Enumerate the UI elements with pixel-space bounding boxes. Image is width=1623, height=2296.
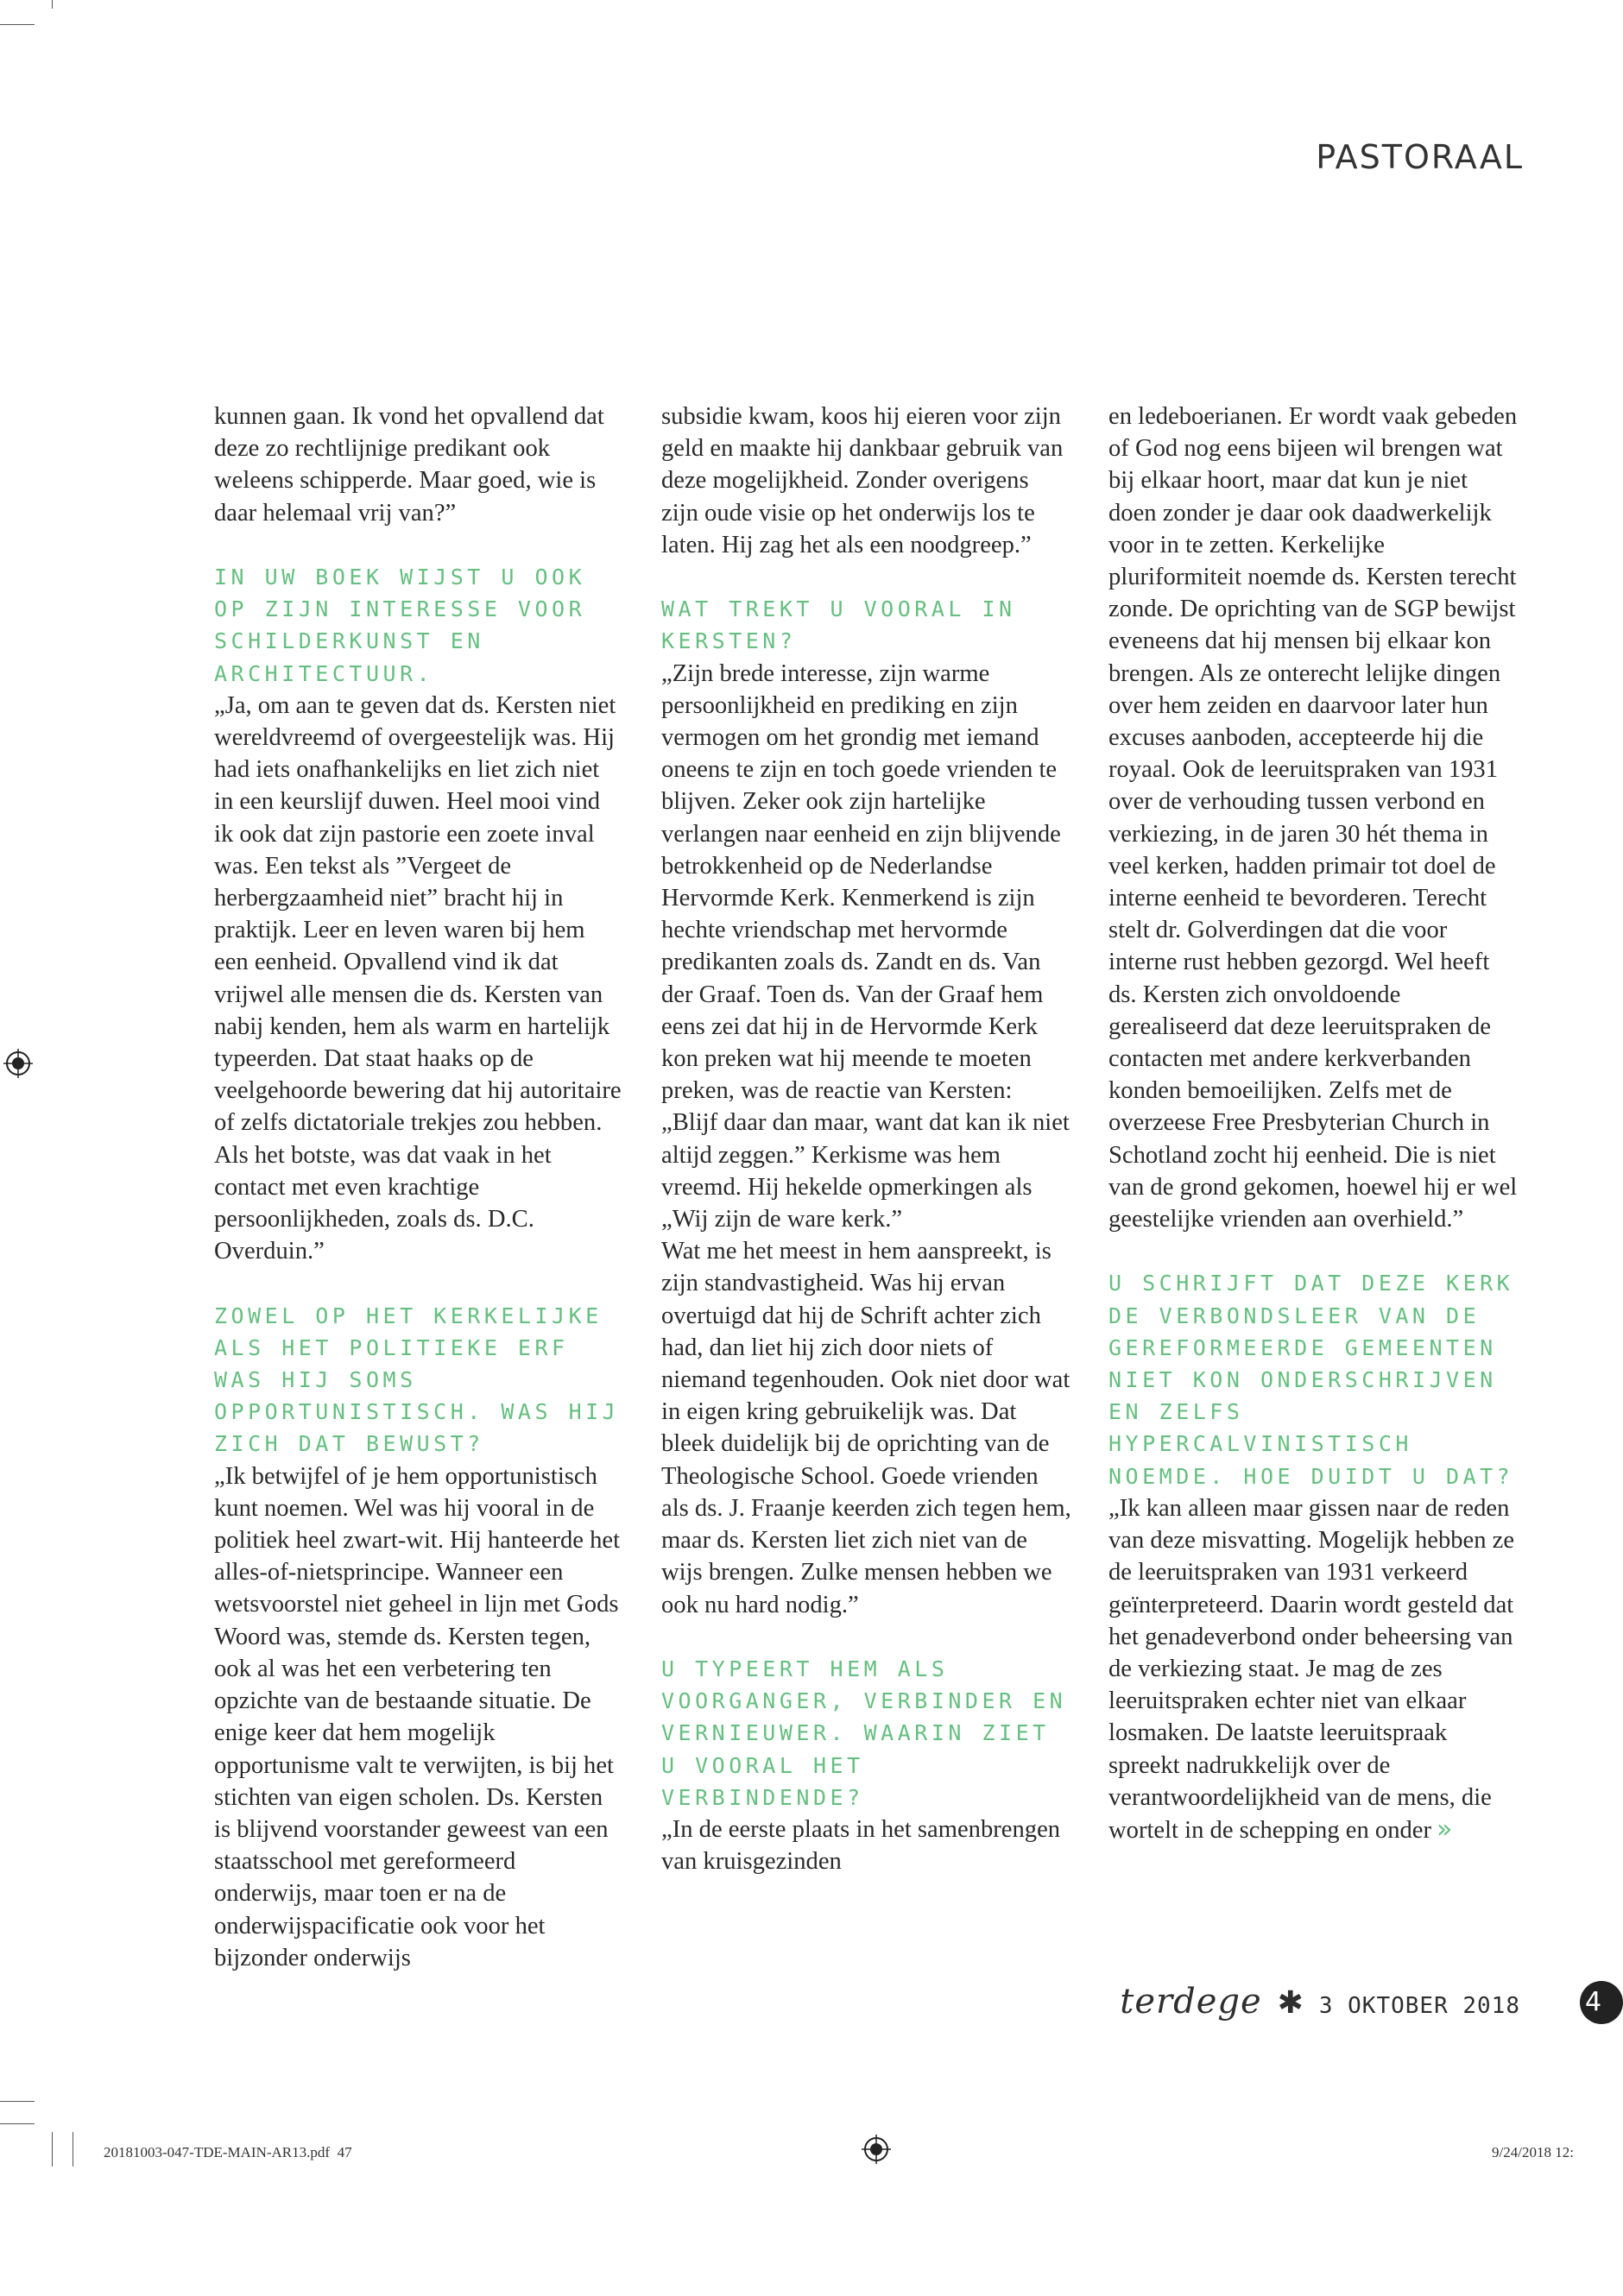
paragraph: „Ja, om aan te geven dat ds. Kersten niet wereldvreemd of overgeestelijk was. Hij had iets onafhankelijks en liet zich niet in een keurslijf duwen. Heel mooi vind ik ook dat zijn pastorie een zoete inval was. Een tekst als ”Vergeet de herbergzaamheid niet” bracht hij in praktijk. Leer en leven waren bij hem een eenheid. Opvallend vind ik dat vrijwel alle mensen die ds. Kersten van nabij kenden, hem als warm en hartelijk typeerden. Dat staat haaks op de veelgehoorde bewering dat hij autoritaire of zelfs dictatoriale trekjes zou hebben. Als het botste, was dat vaak in het contact met even krachtige persoonlijkheden, zoals ds. D.C. Overduin.” (214, 691, 622, 1265)
crop-mark (0, 2123, 35, 2124)
interview-question: IN UW BOEK WIJST U OOK OP ZIJN INTERESSE VOOR SCHILDERKUNST EN ARCHITECTUUR. (214, 565, 586, 686)
registration-mark-icon (862, 2135, 891, 2164)
paragraph: „Ik betwijfel of je hem opportunistisch kunt noemen. Wel was hij vooral in de politiek heel zwart-wit. Hij hanteerde het alles-of-nietsprincipe. Wanneer een wetsvoorstel niet geheel in lijn met Gods Woord was, stemde ds. Kersten tegen, ook al was het een verbetering ten opzichte van de bestaande situatie. De enige keer dat hem mogelijk opportunisme valt te verwijten, is bij het stichten van eigen scholen. Ds. Kersten is blijvend voorstander geweest van een staatsschool met gereformeerd onderwijs, maar toen er na de onderwijspacificatie ook voor het bijzonder onderwijs (214, 1462, 621, 1971)
paragraph: subsidie kwam, koos hij eieren voor zijn geld en maakte hij dankbaar gebruik van deze mogelijkheid. Zonder overigens zijn oude visie op het onderwijs los te laten. Hij zag het als een noodgreep.” (661, 403, 1064, 558)
crop-mark (0, 2101, 35, 2102)
issue-date: 3 OKTOBER 2018 (1318, 1993, 1520, 2019)
paragraph (1108, 1492, 1519, 1846)
interview-question: WAT TREKT U VOORAL IN KERSTEN? (661, 596, 1016, 654)
crop-mark (52, 0, 53, 9)
article-column-2 (661, 401, 1071, 1877)
interview-question: ZOWEL OP HET KERKELIJKE ALS HET POLITIEKE ERF WAS HIJ SOMS OPPORTUNISTISCH. WAS HIJ ZICH DAT BEWUST? (214, 1303, 620, 1457)
asterisk-icon: ✱ (1277, 1985, 1304, 2021)
paragraph: kunnen gaan. Ik vond het opvallend dat deze zo rechtlijnige predikant ook weleens schipperde. Maar goed, wie is daar helemaal vrij van?” (214, 403, 604, 527)
interview-question: U SCHRIJFT DAT DEZE KERK DE VERBONDSLEER VAN DE GEREFORMEERDE GEMEENTEN NIET KON ONDERSCHRIJVEN EN ZELFS HYPERCALVINISTISCH NOEMDE. HOE DUIDT U DAT? (1108, 1271, 1514, 1489)
last-paragraph-text: „Ik kan alleen maar gissen naar de reden van deze misvatting. Mogelijk hebben ze de leeruitspraken van 1931 verkeerd geïnterpreteerd. Daarin wordt gesteld dat het genadeverbond onder beheersing van de verkiezing staat. Je mag de zes leeruitspraken echter niet van elkaar losmaken. De laatste leeruitspraak spreekt nadrukkelijk over de verantwoordelijkheid van de mens, die wortelt in de schepping en onder (1108, 1494, 1515, 1844)
article-column-1 (214, 401, 624, 1974)
magazine-logo: terdege (1120, 1982, 1262, 2022)
section-label: PASTORAAL (1316, 138, 1524, 176)
interview-question: U TYPEERT HEM ALS VOORGANGER, VERBINDER EN VERNIEUWER. WAARIN ZIET U VOORAL HET VERBINDENDE? (661, 1656, 1067, 1810)
paragraph: Wat me het meest in hem aanspreekt, is zijn standvastigheid. Was hij ervan overtuigd dat hij de Schrift achter zich had, dan liet hij zich door niets of niemand tegenhouden. Ook niet door wat in eigen kring gebruikelijk was. Dat bleek duidelijk bij de oprichting van de Theologische School. Goede vrienden als ds. J. Fraanje keerden zich tegen hem, maar ds. Kersten liet zich niet van de wijs brengen. Zulke mensen hebben we ook nu hard nodig.” (661, 1238, 1071, 1618)
print-slug-timestamp: 9/24/2018 12: (1492, 2144, 1574, 2160)
crop-mark (0, 24, 35, 25)
paragraph: „Zijn brede interesse, zijn warme persoonlijkheid en prediking en zijn vermogen om het grondig met iemand oneens te zijn en toch goede vrienden te blijven. Zeker ook zijn hartelijke verlangen naar eenheid en zijn blijvende betrokkenheid op de Nederlandse Hervormde Kerk. Kenmerkend is zijn hechte vriendschap met hervormde predikanten zoals ds. Zandt en ds. Van der Graaf. Toen ds. Van der Graaf hem eens zei dat hij in de Hervormde Kerk kon preken wat hij meende te moeten preken, was de reactie van Kersten: „Blijf daar dan maar, want dat kan ik niet altijd zeggen.” Kerkisme was hem vreemd. Hij hekelde opmerkingen als „Wij zijn de ware kerk.” (661, 659, 1070, 1233)
registration-mark-icon (3, 1049, 33, 1078)
crop-mark (52, 2132, 53, 2167)
page-footer (1120, 1982, 1520, 2022)
continue-arrow-icon: » (1437, 1813, 1448, 1845)
page-number: 4 (1580, 1981, 1623, 2024)
print-slug-filename: 20181003-047-TDE-MAIN-AR13.pdf 47 (104, 2144, 352, 2160)
paragraph: en ledeboerianen. Er wordt vaak gebeden of God nog eens bijeen wil brengen wat bij elkaar hoort, maar dat kun je niet doen zonder je daar ook daadwerkelijk voor in te zetten. Kerkelijke pluriformiteit noemde ds. Kersten terecht zonde. De oprichting van de SGP bewijst eveneens dat hij mensen bij elkaar kon brengen. Als ze onterecht lelijke dingen over hem zeiden en daarvoor later hun excuses aanboden, accepteerde hij die royaal. Ook de leeruitspraken van 1931 over de verhouding tussen verbond en verkiezing, in de jaren 30 hét thema in veel kerken, hadden primair tot doel de interne eenheid te bevorderen. Terecht stelt dr. Golverdingen dat die voor interne rust hebben gezorgd. Wel heeft ds. Kersten zich onvoldoende gerealiseerd dat deze leeruitspraken de contacten met andere kerkverbanden konden bemoeilijken. Zelfs met de overzeese Free Presbyterian Church in Schotland zocht hij eenheid. Die is niet van de grond gekomen, hoewel hij er wel geestelijke vrienden aan overhield.” (1108, 403, 1518, 1233)
article-column-3 (1108, 401, 1519, 1846)
paragraph: „In de eerste plaats in het samenbrengen van kruisgezinden (661, 1815, 1061, 1876)
